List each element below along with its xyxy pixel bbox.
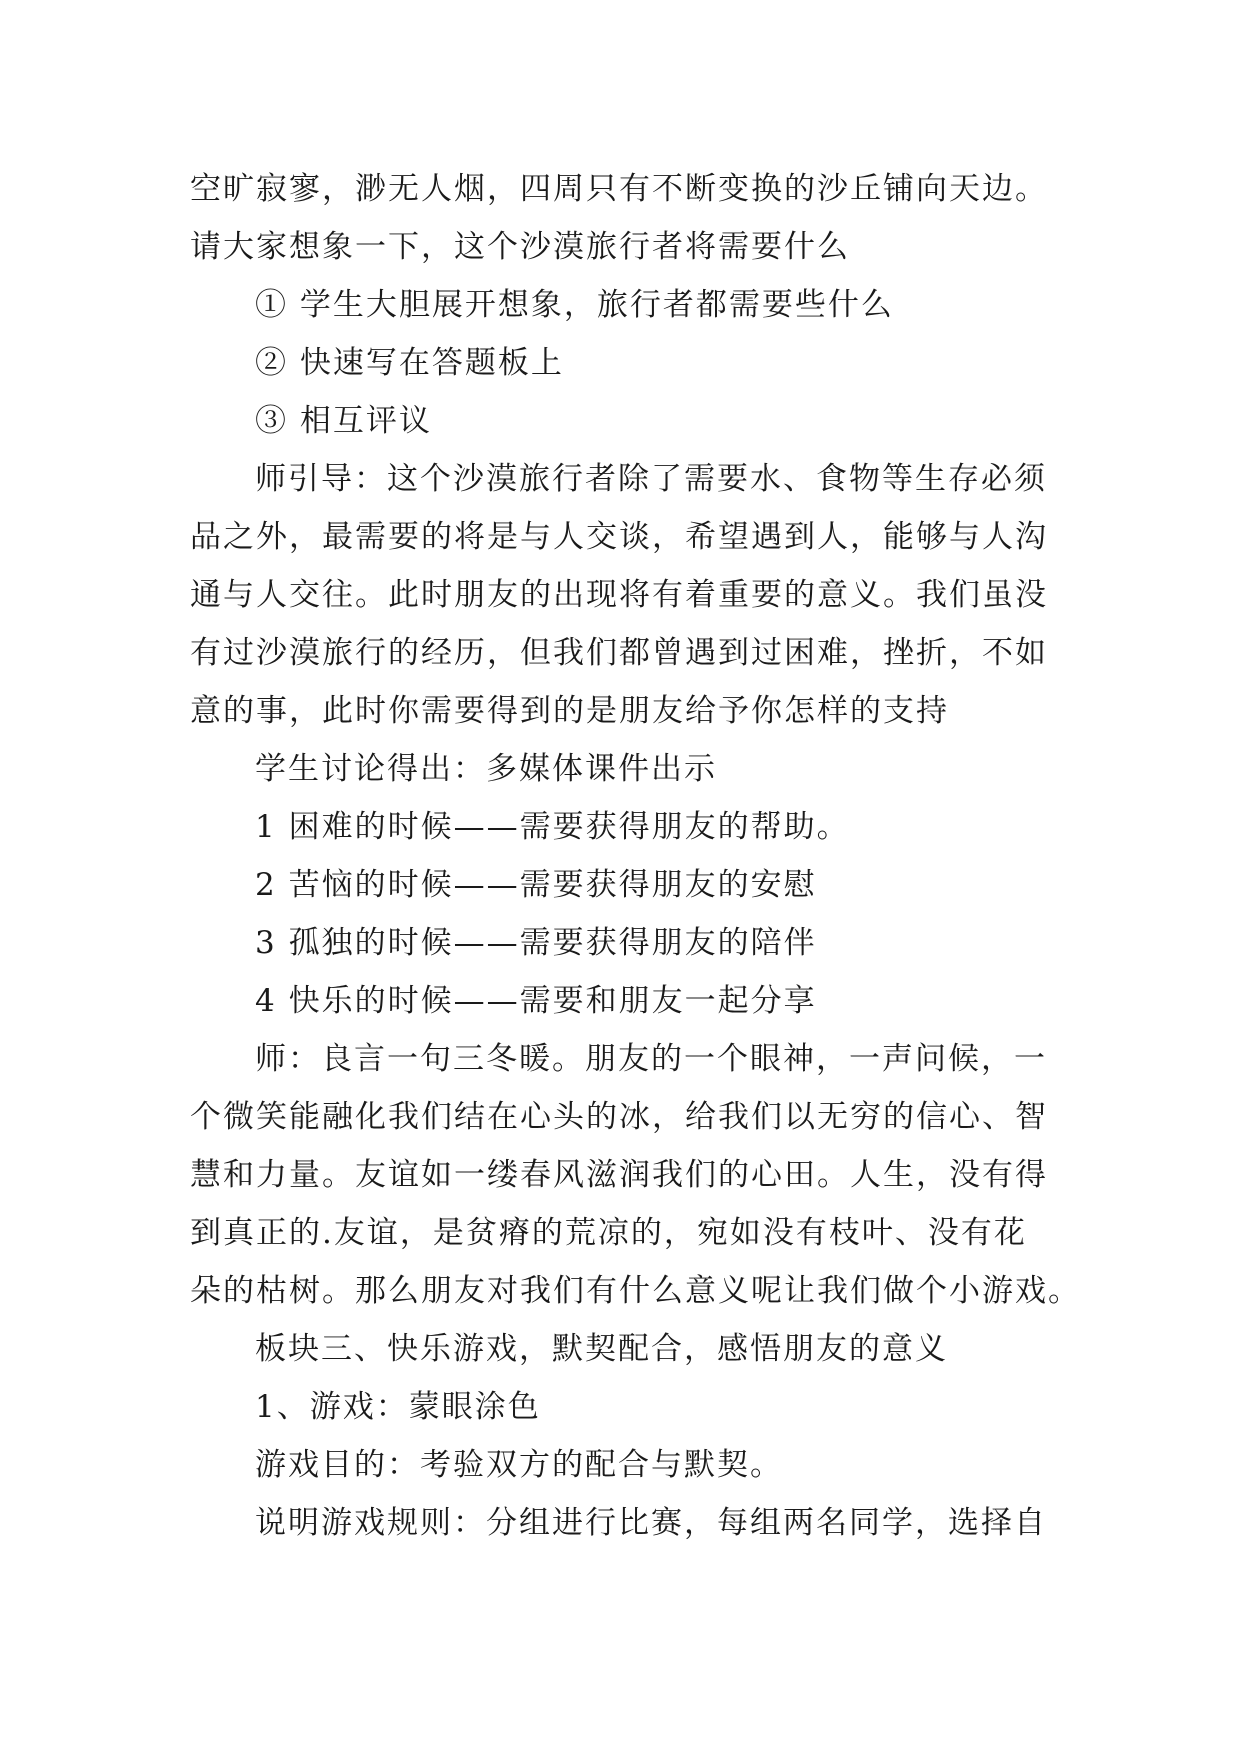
text-line: 朵的枯树。那么朋友对我们有什么意义呢让我们做个小游戏。: [190, 1273, 1081, 1309]
text-line: 慧和力量。友谊如一缕春风滋润我们的心田。人生，没有得: [190, 1157, 1048, 1193]
section-heading: 板块三、快乐游戏，默契配合，感悟朋友的意义: [255, 1331, 948, 1367]
text-line: 通与人交往。此时朋友的出现将有着重要的意义。我们虽没: [190, 577, 1048, 613]
list-item: 2 苦恼的时候——需要获得朋友的安慰: [255, 867, 817, 903]
document-body: [190, 160, 1081, 1552]
list-item: 4 快乐的时候——需要和朋友一起分享: [255, 983, 817, 1019]
paragraph-start: 1、游戏：蒙眼涂色: [255, 1389, 541, 1425]
paragraph-start: 说明游戏规则：分组进行比赛，每组两名同学，选择自: [255, 1505, 1047, 1541]
list-item: ② 快速写在答题板上: [255, 345, 564, 381]
text-line: 有过沙漠旅行的经历，但我们都曾遇到过困难，挫折，不如: [190, 635, 1048, 671]
text-line: 到真正的.友谊，是贫瘠的荒凉的，宛如没有枝叶、没有花: [190, 1215, 1027, 1251]
paragraph-start: 游戏目的：考验双方的配合与默契。: [255, 1447, 783, 1483]
text-line: 个微笑能融化我们结在心头的冰，给我们以无穷的信心、智: [190, 1099, 1048, 1135]
list-item: ① 学生大胆展开想象，旅行者都需要些什么: [255, 287, 894, 323]
paragraph-start: 师：良言一句三冬暖。朋友的一个眼神，一声问候，一: [255, 1041, 1047, 1077]
paragraph-start: 师引导：这个沙漠旅行者除了需要水、食物等生存必须: [255, 461, 1047, 497]
paragraph-start: 学生讨论得出：多媒体课件出示: [255, 751, 717, 787]
list-item: 1 困难的时候——需要获得朋友的帮助。: [255, 809, 850, 845]
list-item: ③ 相互评议: [255, 403, 432, 439]
list-item: 3 孤独的时候——需要获得朋友的陪伴: [255, 925, 817, 961]
text-line: 请大家想象一下，这个沙漠旅行者将需要什么: [190, 229, 850, 265]
text-line: 品之外，最需要的将是与人交谈，希望遇到人，能够与人沟: [190, 519, 1048, 555]
text-line: 意的事，此时你需要得到的是朋友给予你怎样的支持: [190, 693, 949, 729]
text-line: 空旷寂寥，渺无人烟，四周只有不断变换的沙丘铺向天边。: [190, 171, 1048, 207]
